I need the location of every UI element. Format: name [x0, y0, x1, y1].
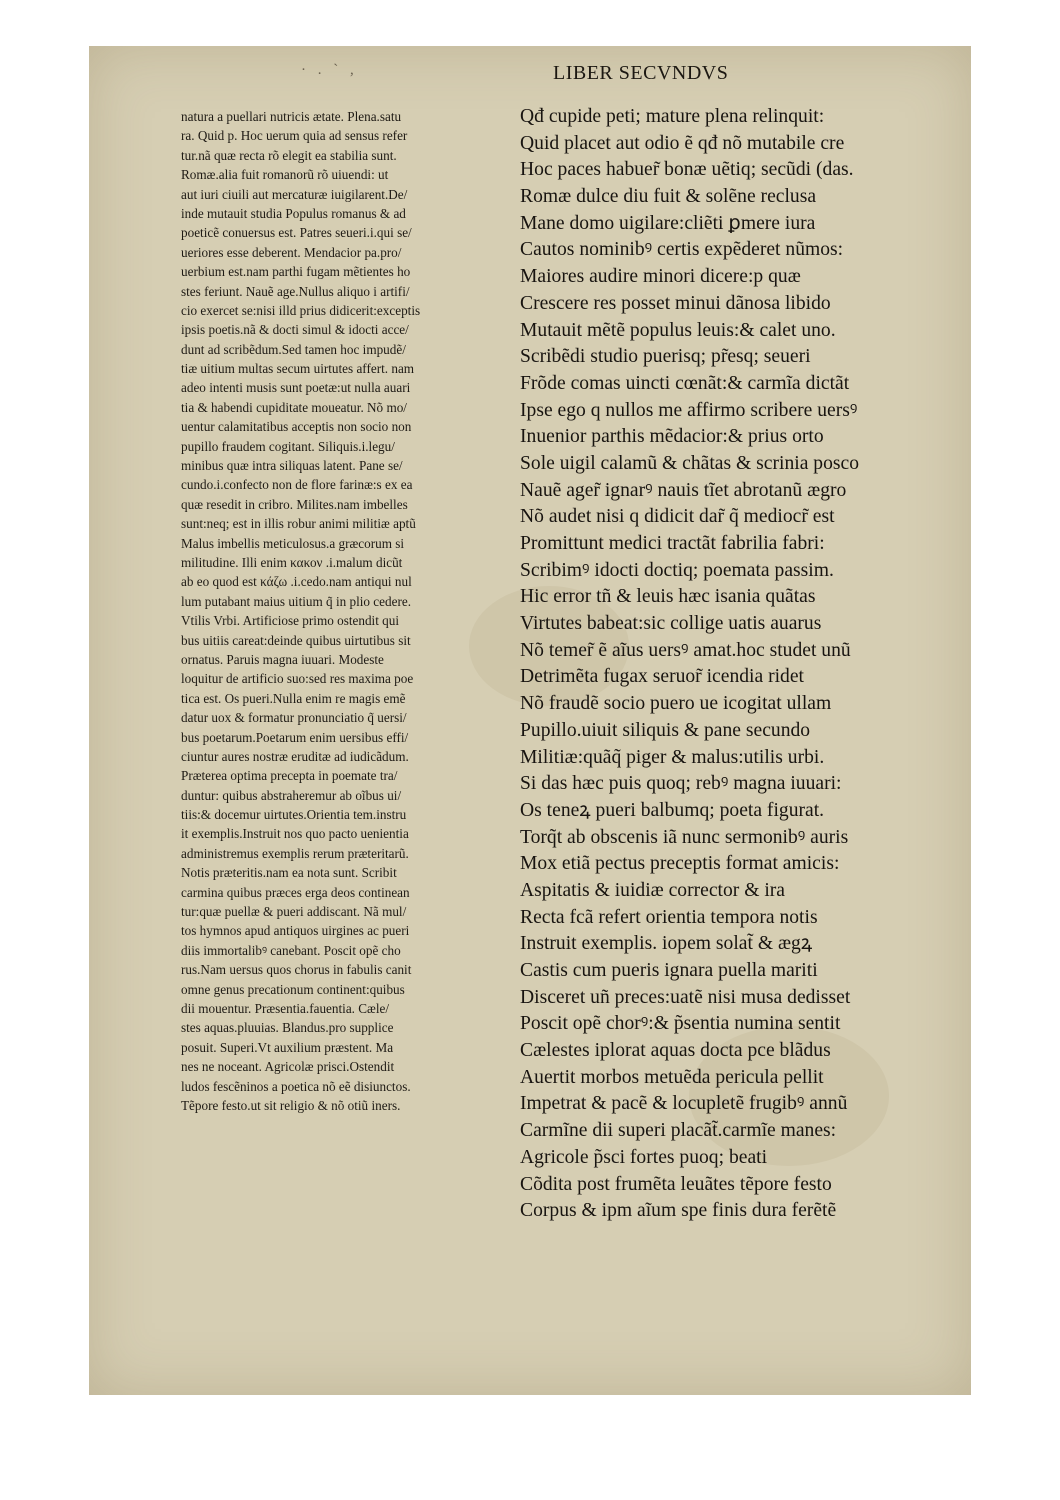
verse-column: [520, 104, 960, 1264]
commentary-line: cio exercet se:nisi illd prius didicerit:exceptis: [181, 302, 421, 318]
commentary-line: posuit. Superi.Vt auxilium præstent. Ma: [181, 1039, 394, 1055]
verse-line: Corpus & ipm aĩum spe finis dura ferẽtẽ: [520, 1200, 837, 1222]
verse-line: Scribimꝰ idocti doctiq; poemata passim.: [520, 559, 834, 581]
verse-line: Nõ temer̃ ẽ aĩus uersꝰ amat.hoc studet unũ: [520, 639, 851, 661]
commentary-line: administremus exemplis rerum præteritarũ.: [181, 845, 409, 861]
verse-line: Mutauit mẽtẽ populus leuis:& calet uno.: [520, 319, 836, 341]
commentary-line: carmina quibus præces erga deos continean: [181, 884, 410, 900]
verse-line: Os teneꝝ pueri balbumq; poeta figurat.: [520, 799, 825, 821]
commentary-line: tur.nã quæ recta rõ elegit ea stabilia sunt.: [181, 147, 397, 163]
commentary-line: it exemplis.Instruit nos quo pacto uenientia: [181, 826, 409, 842]
commentary-line: inde mutauit studia Populus romanus & ad: [181, 205, 406, 221]
verse-line: Castis cum pueris ignara puella mariti: [520, 960, 818, 981]
commentary-line: minibus quæ intra siliquas latent. Pane se/: [181, 458, 403, 474]
verse-line: Promittunt medici tractãt fabrilia fabri:: [520, 533, 825, 554]
verse-line: Nõ fraudẽ socio puero ue icogitat ullam: [520, 693, 832, 715]
verse-line: Disceret uñ preces:uatẽ nisi musa dedisset: [520, 986, 851, 1008]
commentary-line: pupillo fraudem cogitant. Siliquis.i.legu/: [181, 438, 395, 454]
verse-line: Poscit opẽ chorꝰ:& p̃sentia numina sentit: [520, 1013, 841, 1035]
commentary-line: Notis præteritis.nam ea nota sunt. Scribit: [181, 865, 397, 881]
commentary-line: tia & habendi cupiditate moueatur. Nõ mo/: [181, 399, 407, 415]
verse-line: Aspitatis & iuidiæ corrector & ira: [520, 879, 786, 901]
verse-line: Pupillo.uiuit siliquis & pane secundo: [520, 719, 811, 741]
verse-line: Agricole p̃sci fortes puoq; beati: [520, 1146, 768, 1168]
commentary-line: ludos fescẽninos a poetica nõ eẽ disiunctos.: [181, 1078, 411, 1094]
commentary-line: diis immortalibꝰ canebant. Poscit opẽ cho: [181, 942, 401, 958]
verse-line: Romæ dulce diu fuit & solẽne reclusa: [520, 186, 817, 208]
verse-line: Scribẽdi studio puerisq; pr̃esq; seueri: [520, 346, 811, 368]
commentary-line: bus poetarum.Poetarum enim uersibus effi/: [181, 729, 409, 745]
verse-line: Qđ cupide peti; mature plena relinquit:: [520, 106, 825, 127]
running-head: LIBER SECVNDVS: [553, 62, 729, 84]
commentary-line: dunt ad scribẽdum.Sed tamen hoc impudẽ/: [181, 341, 406, 357]
commentary-line: uentur calamitatibus acceptis non socio non: [181, 419, 412, 435]
commentary-line: ueriores esse deberent. Mendacior pa.pro/: [181, 244, 402, 260]
commentary-line: nes ne noceant. Agricolæ prisci.Ostendit: [181, 1059, 395, 1075]
verse-line: Virtutes babeat:sic collige uatis auarus: [520, 613, 822, 635]
commentary-line: Tẽpore festo.ut sit religio & nõ otiũ iners.: [181, 1097, 401, 1113]
commentary-line: ra. Quid p. Hoc uerum quia ad sensus refer: [181, 128, 408, 144]
verse-line: Auertit morbos metuẽda pericula pellit: [520, 1066, 824, 1088]
verse-line: Si das hæc puis quoq; rebꝰ magna iuuari:: [520, 773, 842, 795]
commentary-line: omne genus precationum continent:quibus: [181, 981, 405, 997]
commentary-line: rus.Nam uersus quos chorus in fabulis canit: [181, 962, 412, 978]
verse-line: Hoc paces habuer̃ bonæ uẽtiq; secũdi (das.: [520, 159, 854, 181]
commentary-line: Vtilis Vrbi. Artificiose primo ostendit qui: [181, 613, 400, 629]
verse-line: Cõdita post frumẽta leuãtes tẽpore festo: [520, 1173, 832, 1195]
commentary-line: tos hymnos apud antiquos uirgines ac pueri: [181, 923, 410, 939]
commentary-line: dii mouentur. Præsentia.fauentia. Cæle/: [181, 1000, 390, 1016]
commentary-line: tiæ uitium multas secum uirtutes affert. nam: [181, 361, 415, 377]
verse-line: Impetrat & pacẽ & locupletẽ frugibꝰ annũ: [520, 1093, 848, 1115]
commentary-line: poeticẽ conuersus est. Patres seueri.i.qui se/: [181, 225, 412, 241]
verse-line: Crescere res posset minui dãnosa libido: [520, 292, 831, 314]
commentary-line: cundo.i.confecto non de flore farinæ:s ex ea: [181, 477, 413, 493]
margin-marks: · . ` ,: [301, 62, 358, 78]
commentary-line: tica est. Os pueri.Nulla enim re magis emẽ: [181, 690, 406, 706]
commentary-column: [181, 107, 511, 1167]
verse-line: Detrimẽta fugax seruor̃ icendia ridet: [520, 666, 804, 688]
verse-line: Nauẽ ager̃ ignarꝰ nauis tĩet abrotanũ ægro: [520, 479, 847, 501]
commentary-line: Malus imbellis meticulosus.a græcorum si: [181, 535, 405, 551]
commentary-line: natura a puellari nutricis ætate. Plena.satu: [181, 109, 402, 124]
verse-line: Cautos nominibꝰ certis expẽderet nũmos:: [520, 239, 844, 261]
verse-line: Quid placet aut odio ẽ qđ nõ mutabile cre: [520, 132, 845, 154]
commentary-line: militudine. Illi enim κακον .i.malum dicũt: [181, 554, 403, 570]
commentary-line: stes feriunt. Nauẽ age.Nullus aliquo i artifi/: [181, 283, 410, 299]
book-page: [89, 46, 971, 1395]
commentary-line: aut iuri ciuili aut mercaturæ iuigilarent.De/: [181, 186, 408, 202]
commentary-line: sunt:neq; est in illis robur animi militiæ aptũ: [181, 516, 416, 532]
commentary-line: Romæ.alia fuit romanorũ rõ uiuendi: ut: [181, 167, 389, 183]
verse-line: Militiæ:quãq̃ piger & malus:utilis urbi.: [520, 746, 825, 768]
commentary-line: tiis:& docemur uirtutes.Orientia tem.instru: [181, 807, 407, 823]
commentary-line: uerbium est.nam parthi fugam mẽtientes ho: [181, 264, 411, 280]
commentary-line: duntur: quibus abstraheremur ab oĩbus ui/: [181, 787, 402, 803]
verse-line: Recta fcã refert orientia tempora notis: [520, 906, 818, 928]
verse-line: Nõ audet nisi q didicit dar̃ q̃ mediocr̃ est: [520, 506, 835, 528]
commentary-line: lum putabant maius uitium q̃ in plio cedere.: [181, 593, 412, 609]
commentary-line: stes aquas.pluuias. Blandus.pro supplice: [181, 1020, 394, 1036]
commentary-line: ipsis poetis.nã & docti simul & idocti acce/: [181, 322, 409, 338]
verse-line: Mox etiã pectus preceptis format amicis:: [520, 853, 840, 875]
verse-line: Frõde comas uincti cœnãt:& carmĩa dictãt: [520, 372, 850, 394]
verse-line: Mane domo uigilare:cliẽti ꝑmere iura: [520, 212, 816, 234]
verse-line: Carmĩne dii superi placãt̃.carmĩe manes:: [520, 1120, 837, 1142]
commentary-line: adeo intenti musis sunt poetæ:ut nulla auari: [181, 380, 411, 396]
verse-line: Torq̃t ab obscenis iã nunc sermonibꝰ auris: [520, 826, 849, 848]
commentary-line: bus uitiis careat:deinde quibus uirtutibus sit: [181, 632, 411, 648]
verse-line: Maiores audire minori dicere:p quæ: [520, 266, 801, 288]
commentary-line: loquitur de artificio suo:sed res maxima poe: [181, 671, 414, 687]
commentary-line: datur uox & formatur pronunciatio q̃ uersi/: [181, 710, 407, 726]
verse-line: Sole uigil calamũ & chãtas & scrinia posco: [520, 452, 859, 474]
verse-line: Cælestes iplorat aquas docta pce blãdus: [520, 1040, 831, 1062]
commentary-line: quæ resedit in cribro. Milites.nam imbelles: [181, 496, 408, 512]
verse-line: Inuenior parthis mẽdacior:& prius orto: [520, 426, 824, 448]
commentary-line: ciuntur aures nostræ eruditæ ad iudicãdum.: [181, 748, 409, 764]
commentary-line: tur:quæ puellæ & pueri addiscant. Nã mul/: [181, 904, 407, 920]
commentary-line: Præterea optima precepta in poemate tra/: [181, 768, 398, 784]
verse-line: Hic error tñ & leuis hæc isania quãtas: [520, 586, 816, 608]
commentary-line: ornatus. Paruis magna iuuari. Modeste: [181, 651, 384, 667]
verse-line: Instruit exemplis. iopem solat̃ & ægꝝ: [520, 933, 813, 955]
verse-line: Ipse ego q nullos me affirmo scribere uersꝰ: [520, 399, 858, 421]
commentary-line: ab eo quod est κάζω .i.cedo.nam antiqui nul: [181, 574, 412, 590]
